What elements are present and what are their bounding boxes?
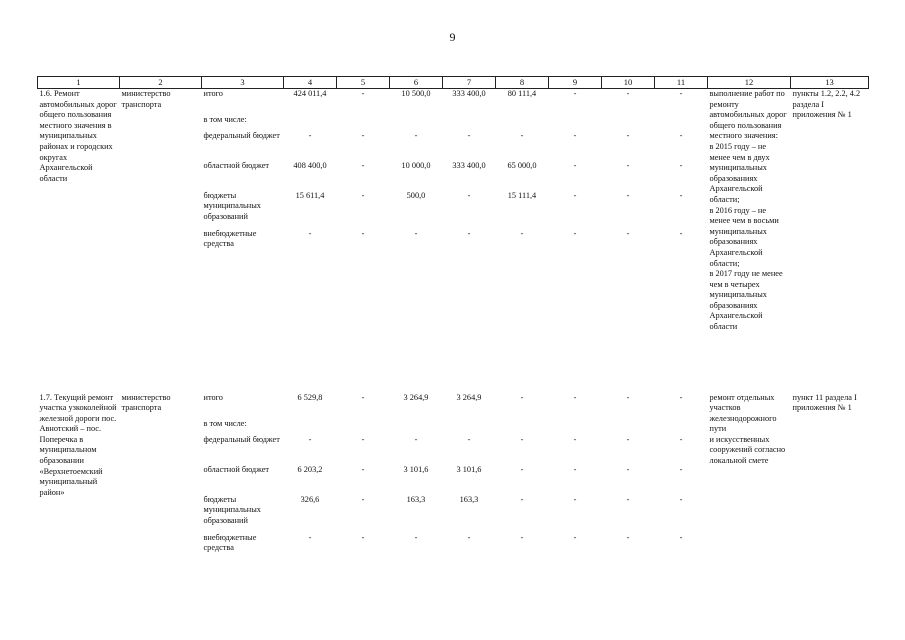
amount-cell: 163,3	[459, 494, 479, 504]
program-table	[37, 76, 869, 583]
column-header: 7	[443, 77, 496, 89]
amount-cell: -	[679, 89, 683, 98]
amount-cell: -	[467, 228, 471, 238]
page-number: 9	[449, 30, 456, 44]
amount-cell: -	[626, 494, 630, 504]
amount-cell: 80 111,4	[507, 89, 537, 98]
amount-cell: 333 400,0	[452, 160, 486, 170]
amount-cell	[443, 419, 496, 435]
amount-cell: -	[679, 160, 683, 170]
amount-cell: 65 000,0	[507, 160, 537, 170]
amount-cell	[496, 115, 549, 131]
amount-cell: -	[679, 532, 683, 542]
column-header: 1	[38, 77, 120, 89]
column-header: 10	[602, 77, 655, 89]
amount-cell: -	[361, 228, 365, 238]
amount-cell	[549, 419, 602, 435]
amount-cell: -	[414, 228, 418, 238]
amount-cell: -	[520, 494, 524, 504]
amount-cell: -	[361, 130, 365, 140]
column-header: 3	[202, 77, 284, 89]
amount-cell: -	[626, 160, 630, 170]
amount-cell: -	[679, 190, 683, 200]
amount-cell: -	[573, 160, 577, 170]
spacer-row	[38, 379, 869, 393]
funding-source-label: бюджеты муниципальных образований	[203, 494, 261, 525]
amount-cell: -	[361, 434, 365, 444]
amount-cell: -	[520, 532, 524, 542]
amount-cell: 424 011,4	[293, 89, 327, 98]
amount-cell: -	[414, 532, 418, 542]
funding-source-label: итого	[203, 392, 223, 402]
funding-source-label: областной бюджет	[203, 464, 270, 474]
funding-source-label: областной бюджет	[203, 160, 270, 170]
amount-cell: -	[520, 434, 524, 444]
amount-cell: -	[573, 89, 577, 98]
amount-cell: -	[626, 532, 630, 542]
amount-cell: 6 203,2	[297, 464, 323, 474]
amount-cell: 3 264,9	[403, 392, 429, 402]
amount-cell: 15 111,4	[507, 190, 537, 200]
amount-cell	[655, 115, 708, 131]
amount-cell: -	[573, 190, 577, 200]
amount-cell: -	[626, 228, 630, 238]
column-header: 6	[390, 77, 443, 89]
amount-cell: -	[679, 434, 683, 444]
amount-cell: -	[361, 532, 365, 542]
amount-cell: -	[467, 434, 471, 444]
expected-result: ремонт отдельных участков железнодорожного пути и искусственных сооружений согласно локальной смете	[709, 392, 786, 466]
activity-name: 1.7. Текущий ремонт участка узкоколейной железной дороги пос. Авнотский – пос. Поперечка в муниципальном образовании «Верхнетоемский муниципальный район»	[39, 392, 117, 497]
funding-source-label: итого	[203, 89, 223, 98]
amount-cell	[602, 115, 655, 131]
amount-cell: -	[573, 130, 577, 140]
table-body	[38, 89, 869, 583]
amount-cell: -	[679, 392, 683, 402]
amount-cell: -	[520, 228, 524, 238]
amount-cell: -	[361, 89, 365, 98]
amount-cell: -	[626, 130, 630, 140]
amount-cell: 500,0	[406, 190, 426, 200]
amount-cell: -	[520, 392, 524, 402]
amount-cell: -	[679, 464, 683, 474]
column-header: 12	[708, 77, 791, 89]
amount-cell: -	[626, 190, 630, 200]
amount-cell: -	[520, 464, 524, 474]
funding-source-label: в том числе:	[203, 418, 247, 428]
amount-cell	[549, 115, 602, 131]
amount-cell: -	[467, 532, 471, 542]
amount-cell: -	[467, 190, 471, 200]
amount-cell	[390, 115, 443, 131]
amount-cell: -	[361, 464, 365, 474]
amount-cell: 163,3	[406, 494, 426, 504]
amount-cell	[602, 419, 655, 435]
amount-cell: -	[467, 130, 471, 140]
amount-cell: -	[414, 130, 418, 140]
funding-source-label: бюджеты муниципальных образований	[203, 190, 261, 221]
amount-cell: -	[361, 392, 365, 402]
amount-cell	[284, 115, 337, 131]
funding-source-label: федеральный бюджет	[203, 434, 280, 444]
amount-cell: 6 529,8	[297, 392, 323, 402]
amount-cell: 408 400,0	[293, 160, 327, 170]
amount-cell: -	[520, 130, 524, 140]
amount-cell: -	[679, 228, 683, 238]
table-row	[38, 89, 869, 115]
expected-result: выполнение работ по ремонту автомобильных дорог общего пользования местного значения: в 2015 году – не менее чем в двух муниципальных образованиях Архангельской области; в 2016 году – не менее чем в восьми муниципальных образованиях Архангельской области; в 2017 году не менее чем в четырех муниципальных образованиях Архангельской области	[709, 89, 787, 332]
amount-cell: 326,6	[300, 494, 320, 504]
amount-cell: -	[414, 434, 418, 444]
funding-source-label: в том числе:	[203, 114, 247, 124]
amount-cell: -	[626, 89, 630, 98]
amount-cell: -	[308, 130, 312, 140]
column-header: 8	[496, 77, 549, 89]
amount-cell: -	[626, 434, 630, 444]
funding-source-label: внебюджетные средства	[203, 228, 257, 249]
amount-cell	[655, 419, 708, 435]
amount-cell: -	[679, 130, 683, 140]
amount-cell: -	[573, 392, 577, 402]
funding-source-label: федеральный бюджет	[203, 130, 280, 140]
amount-cell: 3 101,6	[403, 464, 429, 474]
executor: министерство транспорта	[121, 392, 171, 413]
amount-cell: -	[573, 494, 577, 504]
amount-cell: -	[679, 494, 683, 504]
amount-cell: 3 264,9	[456, 392, 482, 402]
amount-cell	[496, 419, 549, 435]
amount-cell	[337, 115, 390, 131]
reference-note: пункт 11 раздела I приложения № 1	[792, 392, 857, 413]
column-header: 5	[337, 77, 390, 89]
column-number-row	[38, 77, 869, 89]
amount-cell: -	[308, 228, 312, 238]
amount-cell: -	[626, 392, 630, 402]
amount-cell	[284, 419, 337, 435]
activity-name: 1.6. Ремонт автомобильных дорог общего пользования местного значения в муниципальных районах и городских округах Архангельской области	[39, 89, 117, 183]
funding-source-label: внебюджетные средства	[203, 532, 257, 553]
amount-cell: -	[361, 190, 365, 200]
amount-cell: -	[626, 464, 630, 474]
amount-cell: -	[573, 464, 577, 474]
amount-cell	[443, 115, 496, 131]
amount-cell: -	[308, 434, 312, 444]
amount-cell: -	[308, 532, 312, 542]
reference-note: пункты 1.2, 2.2, 4.2 раздела I приложения № 1	[792, 89, 861, 120]
amount-cell: -	[361, 494, 365, 504]
amount-cell: -	[573, 228, 577, 238]
column-header: 9	[549, 77, 602, 89]
table-row	[38, 393, 869, 419]
amount-cell: 3 101,6	[456, 464, 482, 474]
amount-cell: 10 000,0	[401, 160, 431, 170]
amount-cell	[337, 419, 390, 435]
amount-cell: 10 500,0	[401, 89, 431, 98]
amount-cell: 15 611,4	[295, 190, 325, 200]
amount-cell: -	[573, 532, 577, 542]
column-header: 4	[284, 77, 337, 89]
column-header: 2	[120, 77, 202, 89]
amount-cell: -	[361, 160, 365, 170]
amount-cell: 333 400,0	[452, 89, 486, 98]
executor: министерство транспорта	[121, 89, 171, 109]
column-header: 13	[791, 77, 869, 89]
amount-cell: -	[573, 434, 577, 444]
column-header: 11	[655, 77, 708, 89]
amount-cell	[390, 419, 443, 435]
